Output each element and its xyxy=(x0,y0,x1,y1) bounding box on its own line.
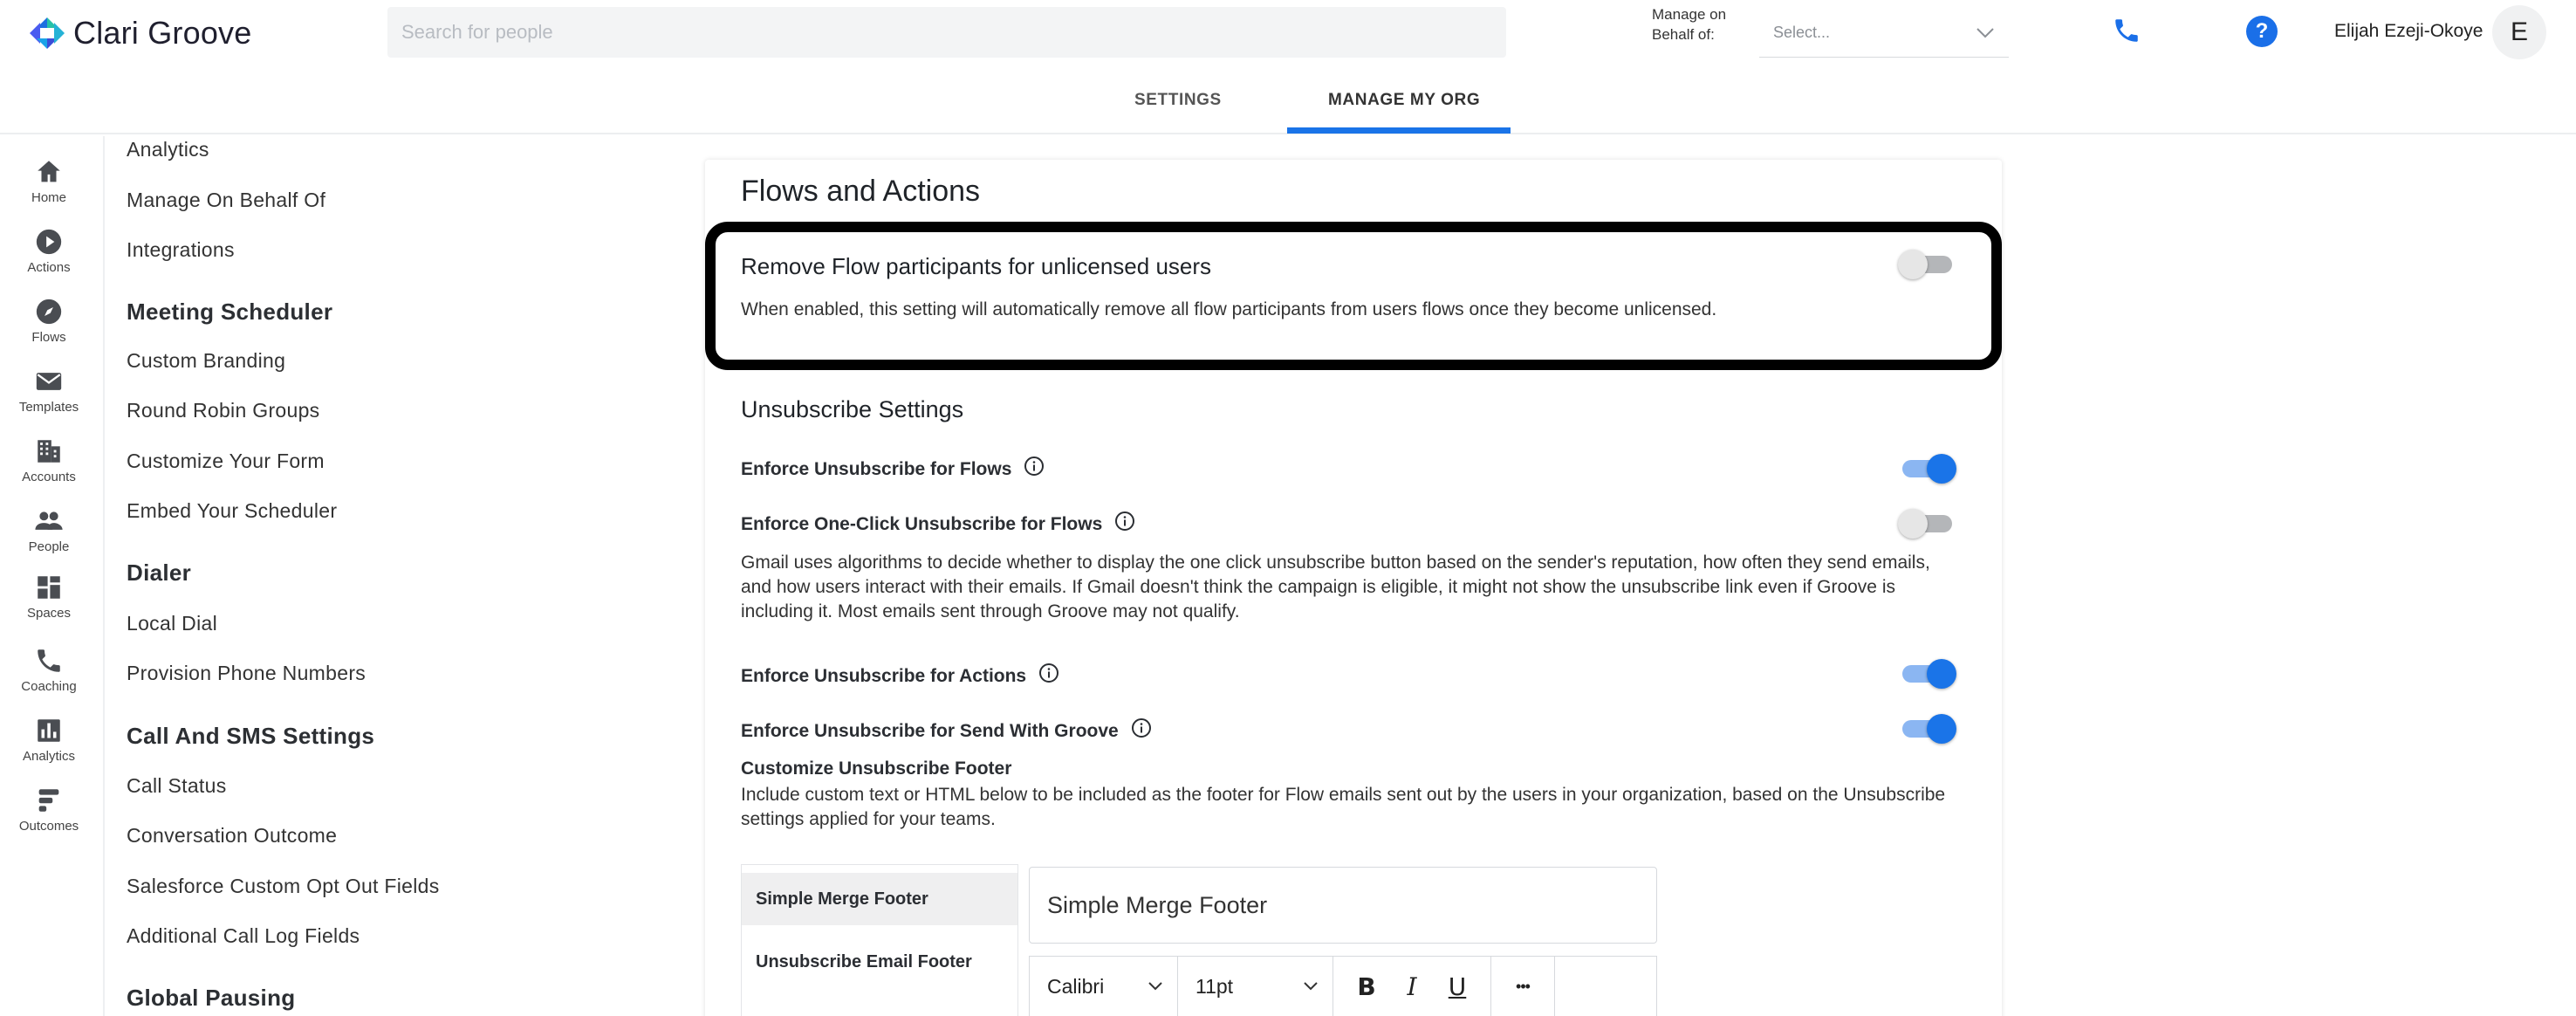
chevron-down-icon xyxy=(1148,981,1163,992)
home-icon xyxy=(34,157,64,187)
play-circle-icon xyxy=(34,227,64,257)
manage-on-behalf-select[interactable] xyxy=(1759,9,2009,58)
enforce-one-click-label: Enforce One-Click Unsubscribe for Flows xyxy=(741,514,1103,534)
rail-item-people[interactable] xyxy=(0,506,98,554)
page-title: Flows and Actions xyxy=(741,175,981,208)
rail-item-flows[interactable] xyxy=(0,297,98,345)
footer-item-unsubscribe-email[interactable]: Unsubscribe Email Footer xyxy=(756,951,972,971)
customize-footer-heading: Customize Unsubscribe Footer xyxy=(741,759,1012,779)
toolbar-divider xyxy=(1554,957,1555,1016)
toggle-knob xyxy=(1927,714,1956,744)
nav-link-manage-on-behalf-of[interactable]: Manage On Behalf Of xyxy=(127,189,326,211)
enforce-one-click-row xyxy=(741,514,1135,535)
info-icon[interactable] xyxy=(1038,662,1059,683)
rail-label: People xyxy=(28,539,70,554)
help-icon[interactable] xyxy=(2246,16,2278,47)
nav-link-conversation-outcome[interactable]: Conversation Outcome xyxy=(127,824,338,847)
footer-item-simple-merge[interactable]: Simple Merge Footer xyxy=(742,873,1017,925)
phone-icon xyxy=(34,646,64,676)
manage-on-behalf-label-line2: Behalf of: xyxy=(1652,26,1715,43)
compass-icon xyxy=(34,297,64,326)
italic-button[interactable]: I xyxy=(1407,971,1417,1001)
enforce-unsubscribe-flows-label: Enforce Unsubscribe for Flows xyxy=(741,459,1012,479)
icon-rail xyxy=(0,136,98,1016)
chevron-down-icon xyxy=(1976,27,1995,39)
enforce-one-click-toggle[interactable] xyxy=(1898,505,1954,540)
rail-label: Coaching xyxy=(21,679,77,694)
settings-nav xyxy=(105,136,471,1016)
toggle-knob xyxy=(1927,659,1956,689)
rail-item-accounts[interactable] xyxy=(0,436,98,484)
font-size-value: 11pt xyxy=(1196,974,1234,998)
help-glyph: ? xyxy=(2255,19,2269,43)
bar-chart-icon xyxy=(34,716,64,745)
footer-list xyxy=(741,864,1018,1016)
underline-button[interactable]: U xyxy=(1448,971,1467,1001)
avatar[interactable]: E xyxy=(2492,5,2546,59)
people-search[interactable] xyxy=(387,7,1506,58)
info-icon[interactable] xyxy=(1131,717,1152,738)
enforce-unsubscribe-actions-row xyxy=(741,666,1059,687)
envelope-icon xyxy=(34,367,64,396)
info-icon[interactable] xyxy=(1114,511,1135,532)
enforce-send-with-groove-label: Enforce Unsubscribe for Send With Groove xyxy=(741,721,1119,741)
nav-heading-global-pausing: Global Pausing xyxy=(127,985,296,1011)
rail-item-actions[interactable] xyxy=(0,227,98,275)
rail-item-templates[interactable] xyxy=(0,367,98,415)
footer-name-field[interactable] xyxy=(1029,867,1657,944)
rail-item-home[interactable] xyxy=(0,157,98,205)
nav-heading-dialer: Dialer xyxy=(127,559,192,586)
enforce-unsubscribe-flows-toggle[interactable] xyxy=(1901,450,1956,485)
tab-settings[interactable]: SETTINGS xyxy=(1134,91,1222,109)
nav-heading-meeting-scheduler: Meeting Scheduler xyxy=(127,299,333,325)
nav-link-analytics[interactable]: Analytics xyxy=(127,138,209,161)
rail-label: Actions xyxy=(27,260,71,275)
rail-label: Analytics xyxy=(22,749,76,764)
rail-label: Accounts xyxy=(22,470,76,484)
nav-link-provision-phone-numbers[interactable]: Provision Phone Numbers xyxy=(127,662,367,684)
manage-on-behalf-label-line1: Manage on xyxy=(1652,6,1727,23)
enforce-send-with-groove-toggle[interactable] xyxy=(1901,711,1956,745)
rail-label: Spaces xyxy=(26,606,72,621)
enforce-one-click-description: Gmail uses algorithms to decide whether to display the one click unsubscribe button based on the sender's reputation, how often they send emails, and how users interact with their emails. If Gmail doesn't think the campaign is eligible, it might not show the unsubscribe link even if Groove is including it. Most emails sent through Groove may not qualify. xyxy=(741,553,1930,621)
active-tab-indicator xyxy=(1287,127,1511,134)
nav-link-additional-call-log-fields[interactable]: Additional Call Log Fields xyxy=(127,924,360,947)
grid-icon xyxy=(34,573,64,602)
rail-item-outcomes[interactable] xyxy=(0,786,98,834)
phone-icon[interactable] xyxy=(2112,16,2141,45)
font-family-select[interactable] xyxy=(1030,957,1178,1016)
outcomes-icon xyxy=(34,786,64,815)
user-name[interactable]: Elijah Ezeji-Okoye xyxy=(2334,21,2484,41)
nav-link-salesforce-custom-opt-out-fields[interactable]: Salesforce Custom Opt Out Fields xyxy=(127,875,440,897)
select-placeholder: Select... xyxy=(1773,24,1831,41)
tab-manage-my-org[interactable]: MANAGE MY ORG xyxy=(1328,91,1481,109)
rail-label: Templates xyxy=(18,400,79,415)
nav-link-custom-branding[interactable]: Custom Branding xyxy=(127,349,286,372)
search-input[interactable] xyxy=(401,21,1506,44)
nav-link-embed-your-scheduler[interactable]: Embed Your Scheduler xyxy=(127,499,338,522)
unsubscribe-settings-heading: Unsubscribe Settings xyxy=(741,396,964,422)
nav-heading-call-sms: Call And SMS Settings xyxy=(127,723,375,749)
brand-name: Clari Groove xyxy=(73,15,252,51)
toggle-knob xyxy=(1927,454,1956,484)
nav-link-customize-your-form[interactable]: Customize Your Form xyxy=(127,450,325,472)
nav-link-round-robin-groups[interactable]: Round Robin Groups xyxy=(127,399,320,422)
enforce-unsubscribe-actions-toggle[interactable] xyxy=(1901,656,1956,690)
building-icon xyxy=(34,436,64,466)
customize-footer-description: Include custom text or HTML below to be included as the footer for Flow emails sent out by the users in your organization, based on the Unsubscribe settings applied for your teams. xyxy=(741,785,1946,829)
footer-name-input[interactable] xyxy=(1047,892,1656,919)
font-family-value: Calibri xyxy=(1047,974,1105,998)
remove-flow-participants-toggle[interactable] xyxy=(1898,246,1954,281)
remove-flow-participants-setting xyxy=(705,222,2002,370)
nav-link-integrations[interactable]: Integrations xyxy=(127,238,235,261)
enforce-unsubscribe-actions-label: Enforce Unsubscribe for Actions xyxy=(741,666,1027,686)
toggle-knob xyxy=(1898,250,1928,279)
rail-item-coaching[interactable] xyxy=(0,646,98,694)
people-icon xyxy=(34,506,64,536)
more-options-button[interactable]: ••• xyxy=(1516,977,1530,995)
rail-label: Flows xyxy=(31,330,66,345)
tab-bar xyxy=(0,65,2576,134)
toggle-knob xyxy=(1898,509,1928,539)
top-bar xyxy=(0,0,2576,65)
nav-link-local-dial[interactable]: Local Dial xyxy=(127,612,217,635)
logo-icon xyxy=(26,14,68,52)
manage-on-behalf-label xyxy=(1652,4,1726,45)
nav-link-call-status[interactable]: Call Status xyxy=(127,774,227,797)
rail-label: Home xyxy=(31,190,66,205)
rail-label: Outcomes xyxy=(18,819,79,834)
clari-groove-logo[interactable] xyxy=(26,14,251,52)
chevron-down-icon xyxy=(1303,981,1319,992)
rail-item-spaces[interactable] xyxy=(0,573,98,621)
font-size-select[interactable] xyxy=(1178,957,1333,1016)
remove-flow-participants-title: Remove Flow participants for unlicensed users xyxy=(741,253,1212,279)
enforce-unsubscribe-flows-row xyxy=(741,459,1045,480)
info-icon[interactable] xyxy=(1024,456,1045,477)
rail-item-analytics[interactable] xyxy=(0,716,98,764)
bold-button[interactable]: B xyxy=(1357,971,1376,1001)
enforce-send-with-groove-row xyxy=(741,721,1152,742)
editor-toolbar xyxy=(1029,956,1657,1016)
remove-flow-participants-description: When enabled, this setting will automatically remove all flow participants from users flows once they become unlicensed. xyxy=(741,299,1717,319)
